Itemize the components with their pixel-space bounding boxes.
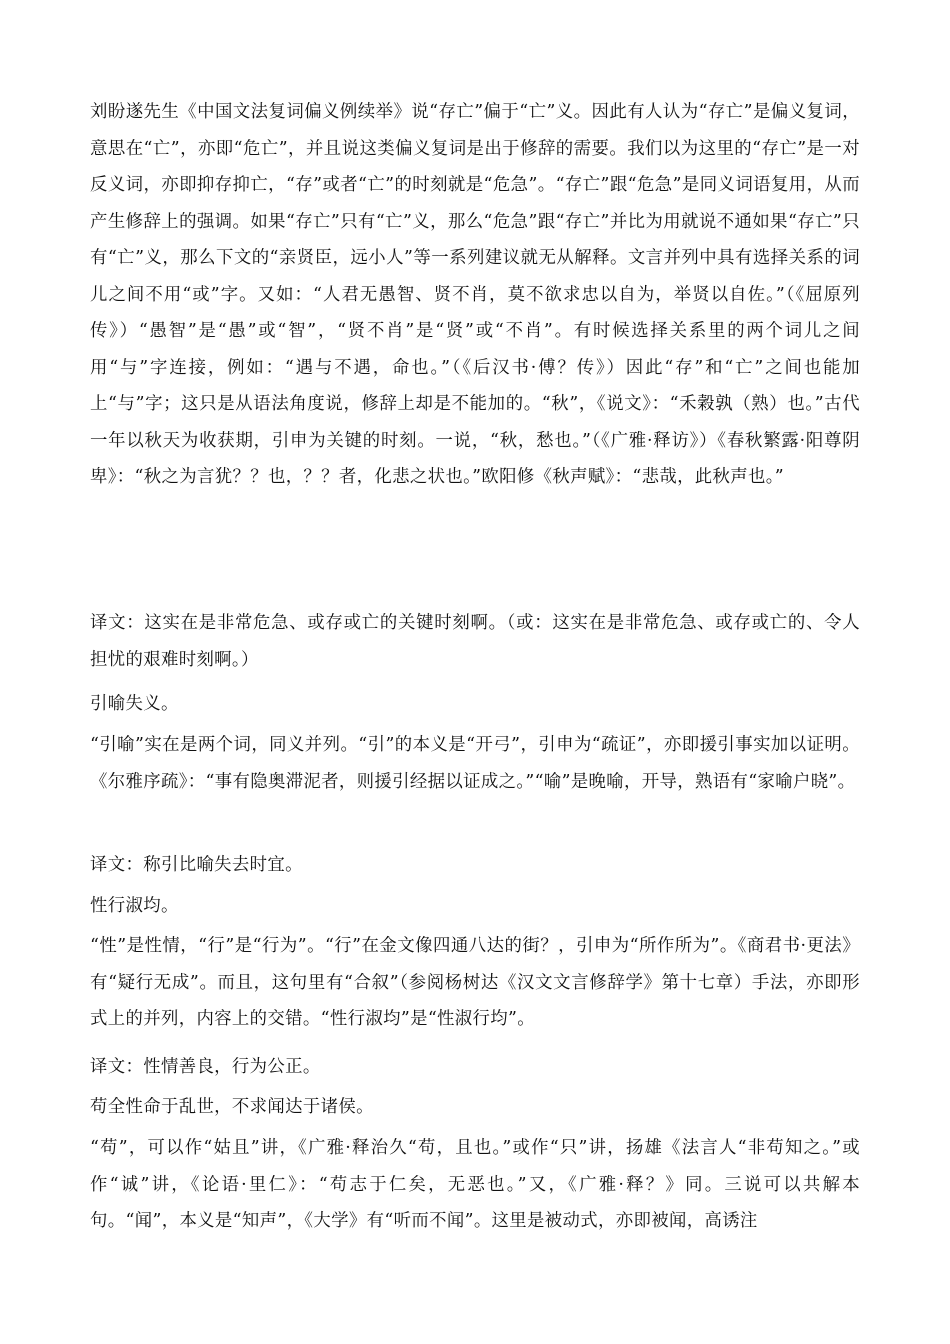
- paragraph-translation-2: 译文：称引比喻失去时宜。: [90, 855, 303, 875]
- paragraph-heading-xingxing: 性行淑均。: [90, 896, 179, 916]
- paragraph-translation-3: 译文：性情善良，行为公正。: [90, 1057, 321, 1077]
- paragraph-cunwang-analysis: 刘盼遂先生《中国文法复词偏义例续举》说“存亡”偏于“亡”义。因此有人认为“存亡”是偏义复词，意思在“亡”，亦即“危亡”，并且说这类偏义复词是出于修辞的需要。我们以为这里的“存亡”是一对反义词，亦即抑存抑亡，“存”或者“亡”的时刻就是“危急”。“存亡”跟“危急”是同义词语复用，从而产生修辞上的强调。如果“存亡”只有“亡”义，那么“危急”跟“存亡”并比为用就说不通如果“存亡”只有“亡”义，那么下文的“亲贤臣，远小人”等一系列建议就无从解释。文言并列中具有选择关系的词儿之间不用“或”字。又如：“人君无愚智、贤不肖，莫不欲求忠以自为，举贤以自佐。”（《屈原列传》）“愚智”是“愚”或“智”，“贤不肖”是“贤”或“不肖”。有时候选择关系里的两个词儿之间用“与”字连接，例如：“遇与不遇，命也。”（《后汉书·傅？传》）因此“存”和“亡”之间也能加上“与”字；这只是从语法角度说，修辞上却是不能加的。“秋”，《说文》：“禾穀孰（熟）也。”古代一年以秋天为收获期，引申为关键的时刻。一说，“秋，愁也。”（《广雅·释访》）《春秋繁露·阳尊阴卑》：“秋之为言犹？？也，？？者，化悲之状也。”欧阳修《秋声赋》：“悲哉，此秋声也。”: [90, 102, 860, 487]
- paragraph-xingxing-analysis: “性”是性情，“行”是“行为”。“行”在金文像四通八达的街？，引申为“所作所为”。《商君书·更法》有“疑行无成”。而且，这句里有“合叙”（参阅杨树达《汉文文言修辞学》第十七章）手法，亦即形式上的并列，内容上的交错。“性行淑均”是“性淑行均”。: [90, 936, 860, 1029]
- paragraph-heading-gouquan: 苟全性命于乱世，不求闻达于诸侯。: [90, 1097, 374, 1117]
- paragraph-yinyu-analysis: “引喻”实在是两个词，同义并列。“引”的本义是“开弓”，引申为“疏证”，亦即援引事实加以证明。《尔雅序疏》：“事有隐奥滞泥者，则援引经据以证成之。”“喻”是晚喻，开导，熟语有“家喻户晓”。: [90, 735, 860, 792]
- paragraph-heading-yinyu: 引喻失义。: [90, 694, 179, 714]
- paragraph-gouquan-analysis: “苟”，可以作“姑且”讲，《广雅·释治久“苟，且也。”或作“只”讲，扬雄《法言人“非苟知之。”或作“诚”讲，《论语·里仁》：“苟志于仁矣，无恶也。”又，《广雅·释？》同。三说可以共解本句。“闻”，本义是“知声”，《大学》有“听而不闻”。这里是被动式，亦即被闻，高诱注: [90, 1138, 860, 1231]
- paragraph-translation-1: 译文：这实在是非常危急、或存或亡的关键时刻啊。（或：这实在是非常危急、或存或亡的、令人担忧的艰难时刻啊。）: [90, 613, 860, 670]
